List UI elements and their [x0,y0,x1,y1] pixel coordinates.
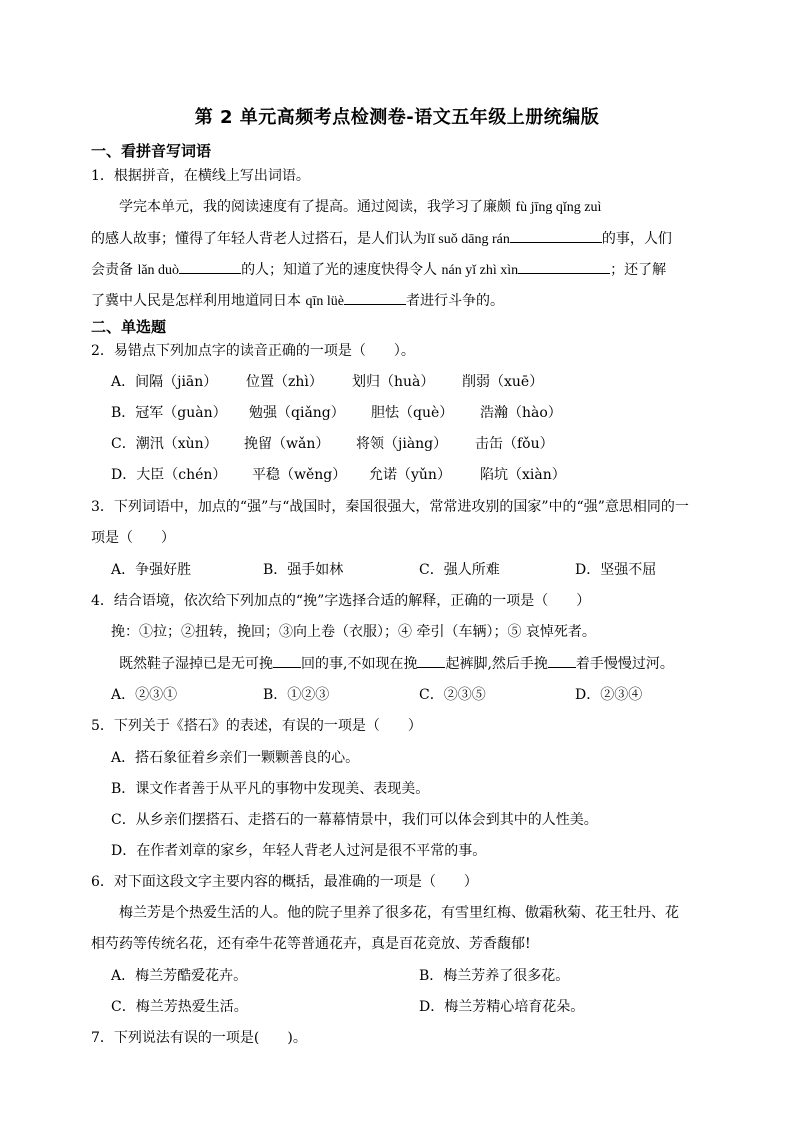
q5-option-D[interactable]: D．在作者刘章的家乡，年轻人背老人过河是很不平常的事。 [111,843,487,859]
q6-passage-line-1: 梅兰芳是个热爱生活的人。他的院子里养了很多花，有雪里红梅、傲霜秋菊、花王牡丹、花 [119,905,679,921]
page-title: 第 2 单元高频考点检测卷-语文五年级上册统编版 [194,107,600,128]
para-text: 者进行斗争的。 [405,293,504,309]
q6-option-D[interactable]: D．梅兰芳精心培育花朵。 [419,999,585,1015]
para-text: 了冀中人民是怎样利用地道同日本 [91,293,301,309]
pinyin-5: qīn lüè [305,294,344,309]
answer-blank[interactable] [344,290,406,305]
answer-blank[interactable] [273,653,301,668]
q2-option-D[interactable]: D．大臣（chén） 平稳（wěng） 允诺（yǔn） 陷坑（xiàn） [111,467,566,483]
q4-sentence: 既然鞋子湿掉已是无可挽 回的事,不如现在挽 起裤脚,然后手挽 着手慢慢过河。 [119,653,674,674]
q1-stem: 1．根据拼音，在横线上写出词语。 [91,168,310,184]
q1-para-line-1 [119,197,601,218]
q1-para-line-2 [91,228,672,250]
q4-option-D[interactable]: D．②③④ [575,687,643,703]
q2-stem: 2．易错点下列加点字的读音正确的一项是（ ）。 [91,343,415,359]
q4-definitions: 挽：①拉；②扭转，挽回；③向上卷（衣服）；④ 牵引（车辆）；⑤ 哀悼死者。 [111,624,596,640]
answer-blank[interactable] [518,259,610,274]
section-2-heading: 二、单选题 [91,318,167,336]
para-text: 的事，人们 [601,231,672,247]
q3-option-C[interactable]: C．强人所难 [419,562,500,578]
q6-passage-line-2: 相芍药等传统名花，还有牵牛花等普通花卉，真是百花竞放、芳香馥郁! [91,936,531,952]
q3-option-B[interactable]: B．强手如林 [263,562,344,578]
q3-stem-line-2: 项是（ ） [91,530,175,546]
q6-option-A[interactable]: A．梅兰芳酷爱花卉。 [111,968,248,984]
para-text: 的人；知道了光的速度快得令人 [241,262,438,278]
q1-para-line-4 [91,290,504,312]
q3-option-D[interactable]: D．坚强不屈 [575,562,657,578]
q5-option-B[interactable]: B．课文作者善于从平凡的事物中发现美、表现美。 [111,781,430,797]
q4-stem: 4．结合语境，依次给下列加点的“挽”字选择合适的解释，正确的一项是（ ） [91,593,591,609]
q6-option-C[interactable]: C．梅兰芳热爱生活。 [111,999,248,1015]
q4-option-B[interactable]: B．①②③ [263,687,330,703]
q5-stem: 5．下列关于《搭石》的表述，有误的一项是（ ） [91,718,422,734]
q3-option-A[interactable]: A．争强好胜 [111,562,192,578]
pinyin-4: nán yǐ zhì xìn [441,263,519,278]
pinyin-1: fù jīng qǐng zuì [515,200,602,215]
q4-option-A[interactable]: A．②③① [111,687,178,703]
para-text: 学完本单元，我的阅读速度有了提高。通过阅读，我学习了廉颇 [119,199,511,215]
pinyin-3: lǎn duò [137,263,180,278]
answer-blank[interactable] [548,653,576,668]
q5-option-C[interactable]: C．从乡亲们摆搭石、走搭石的一幕幕情景中，我们可以体会到其中的人性美。 [111,812,598,828]
q4-option-C[interactable]: C．②③⑤ [419,687,486,703]
q6-option-B[interactable]: B．梅兰芳养了很多花。 [419,968,570,984]
para-text: 的感人故事；懂得了年轻人背老人过搭石，是人们认为 [91,231,427,247]
q2-option-B[interactable]: B．冠军（guàn） 勉强（qiǎng） 胆怯（què） 浩瀚（hào） [111,405,562,421]
q5-option-A[interactable]: A．搭石象征着乡亲们一颗颗善良的心。 [111,750,360,766]
q2-option-C[interactable]: C．潮汛（xùn） 挽留（wǎn） 将领（jiàng） 击缶（fǒu） [111,436,554,452]
answer-blank[interactable] [179,259,241,274]
q6-stem: 6．对下面这段文字主要内容的概括，最准确的一项是（ ） [91,874,478,890]
section-1-heading: 一、看拼音写词语 [91,142,212,160]
answer-blank[interactable] [417,653,445,668]
q7-stem: 7．下列说法有误的一项是( )。 [91,1030,307,1046]
pinyin-2: lǐ suǒ dāng rán [427,232,510,247]
para-text: ；还了解 [610,262,667,278]
q2-option-A[interactable]: A．间隔（jiān） 位置（zhì） 划归（huà） 削弱（xuē） [111,374,544,390]
answer-blank[interactable] [510,228,602,243]
q3-stem-line-1: 3．下列词语中，加点的“强”与“战国时，秦国很强大，常常进攻别的国家”中的“强”意思相同的一 [91,499,689,515]
q1-para-line-3 [91,259,666,281]
para-text: 会责备 [91,262,133,278]
